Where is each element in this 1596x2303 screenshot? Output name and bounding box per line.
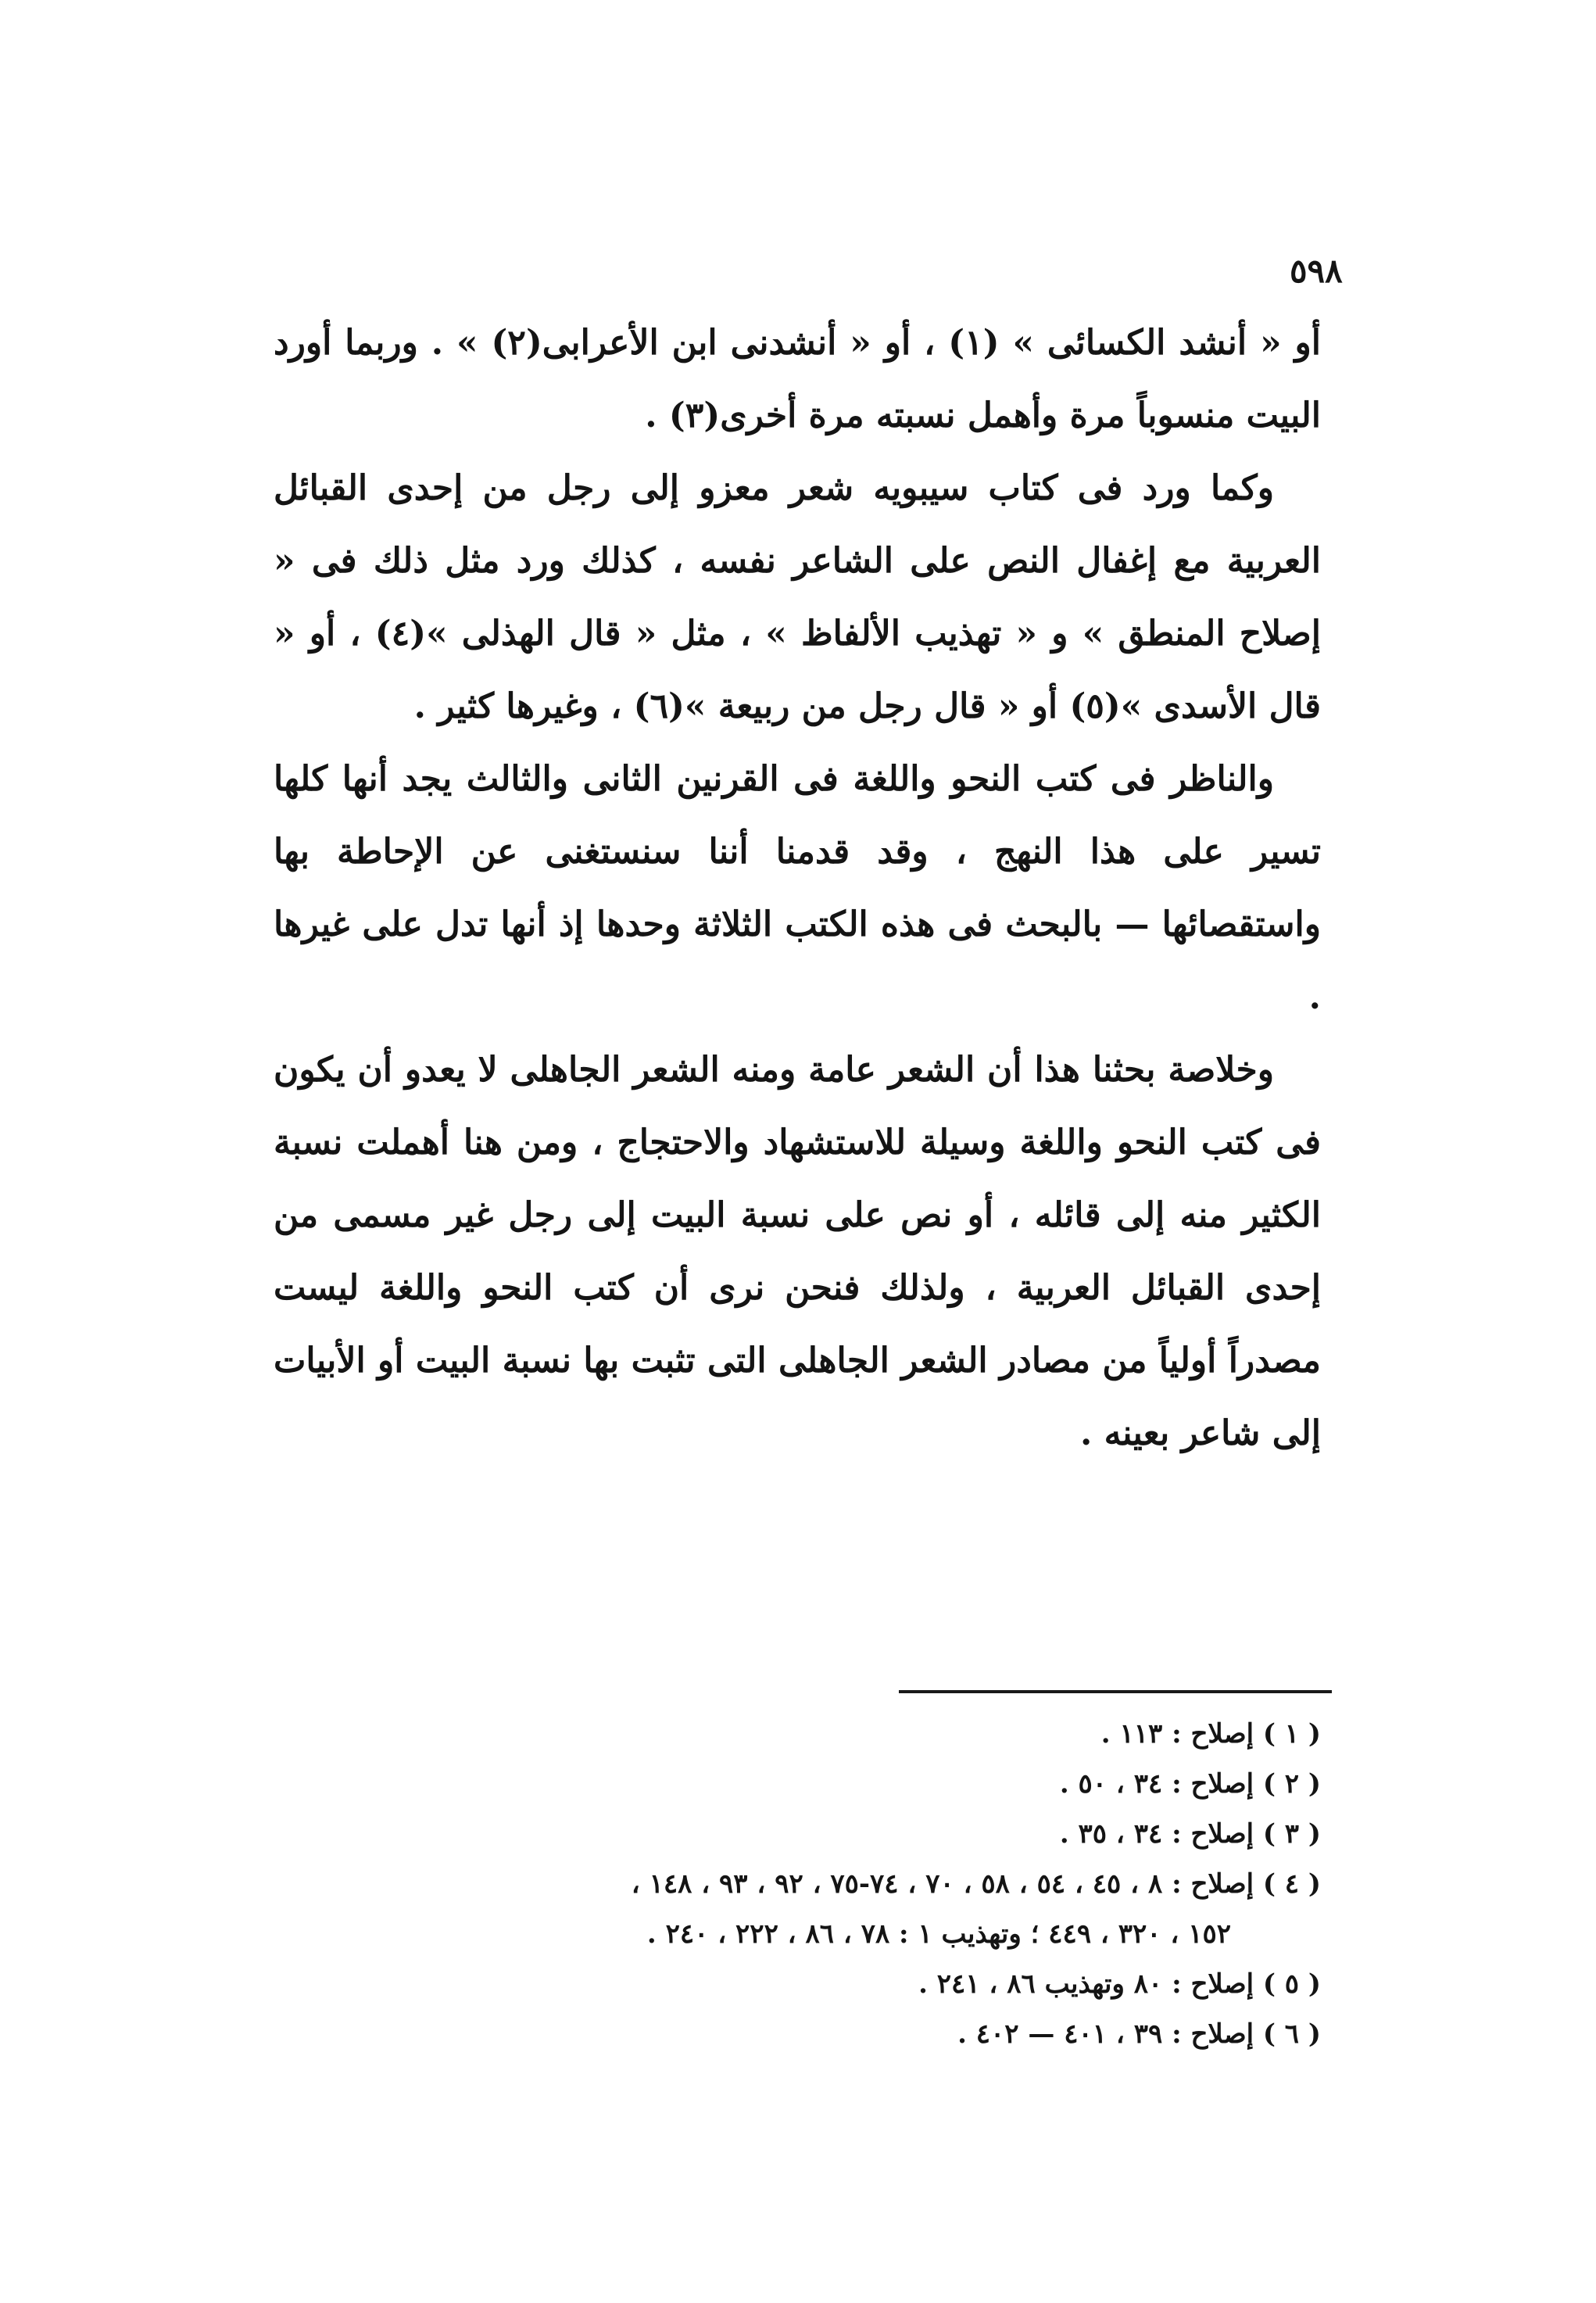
footnote-item: ( ٣ ) إصلاح : ٣٤ ، ٣٥ . — [1059, 1818, 1321, 1850]
page-number: ٥٩٨ — [1290, 252, 1343, 290]
footnote-item: ( ١ ) إصلاح : ١١٣ . — [1100, 1718, 1321, 1750]
paragraph: أو « أنشد الكسائى » (١) ، أو « أنشدنى ابن الأعرابى(٢) » . وربما أورد البيت منسوباً مرة وأهمل نسبته مرة أخرى(٣) . — [274, 323, 1322, 435]
footnote-item: ( ٦ ) إصلاح : ٣٩ ، ٤٠١ — ٤٠٢ . — [957, 2018, 1321, 2050]
footnote-item: ( ٥ ) إصلاح : ٨٠ وتهذيب ٨٦ ، ٢٤١ . — [918, 1968, 1321, 2000]
main-text — [274, 306, 1321, 1470]
footnotes — [274, 1709, 1321, 2059]
paragraph: والناظر فى كتب النحو واللغة فى القرنين الثانى والثالث يجد أنها كلها تسير على هذا النهج ، وقد قدمنا أننا سنستغنى عن الإحاطة بها واستقصائها — بالبحث فى هذه الكتب الثلاثة وحدها إذ أنها تدل على غيرها . — [274, 759, 1321, 1017]
footnote-item: ( ٢ ) إصلاح : ٣٤ ، ٥٠ . — [1059, 1768, 1321, 1800]
footnote-continuation: ١٥٢ ، ٣٢٠ ، ٤٤٩ ؛ وتهذيب ١ : ٧٨ ، ٨٦ ، ٢٢٢ ، ٢٤٠ . — [646, 1918, 1231, 1950]
paragraph: وكما ورد فى كتاب سيبويه شعر معزو إلى رجل من إحدى القبائل العربية مع إغفال النص على الشاعر نفسه ، كذلك ورد مثل ذلك فى « إصلاح المنطق » و « تهذيب الألفاظ » ، مثل « قال الهذلى »(٤) ، أو « قال الأسدى »(٥) أو « قال رجل من ربيعة »(٦) ، وغيرها كثير . — [274, 468, 1321, 726]
footnote-separator — [899, 1690, 1332, 1693]
paragraph: وخلاصة بحثنا هذا أن الشعر عامة ومنه الشعر الجاهلى لا يعدو أن يكون فى كتب النحو واللغة وسيلة للاستشهاد والاحتجاج ، ومن هنا أهملت نسبة الكثير منه إلى قائله ، أو نص على نسبة البيت إلى رجل غير مسمى من إحدى القبائل العربية ، ولذلك فنحن نرى أن كتب النحو واللغة ليست مصدراً أولياً من مصادر الشعر الجاهلى التى تثبت بها نسبة البيت أو الأبيات إلى شاعر بعينه . — [274, 1050, 1321, 1453]
footnote-item: ( ٤ ) إصلاح : ٨ ، ٤٥ ، ٥٤ ، ٥٨ ، ٧٠ ، ٧٤-٧٥ ، ٩٢ ، ٩٣ ، ١٤٨ ، — [631, 1868, 1321, 1900]
